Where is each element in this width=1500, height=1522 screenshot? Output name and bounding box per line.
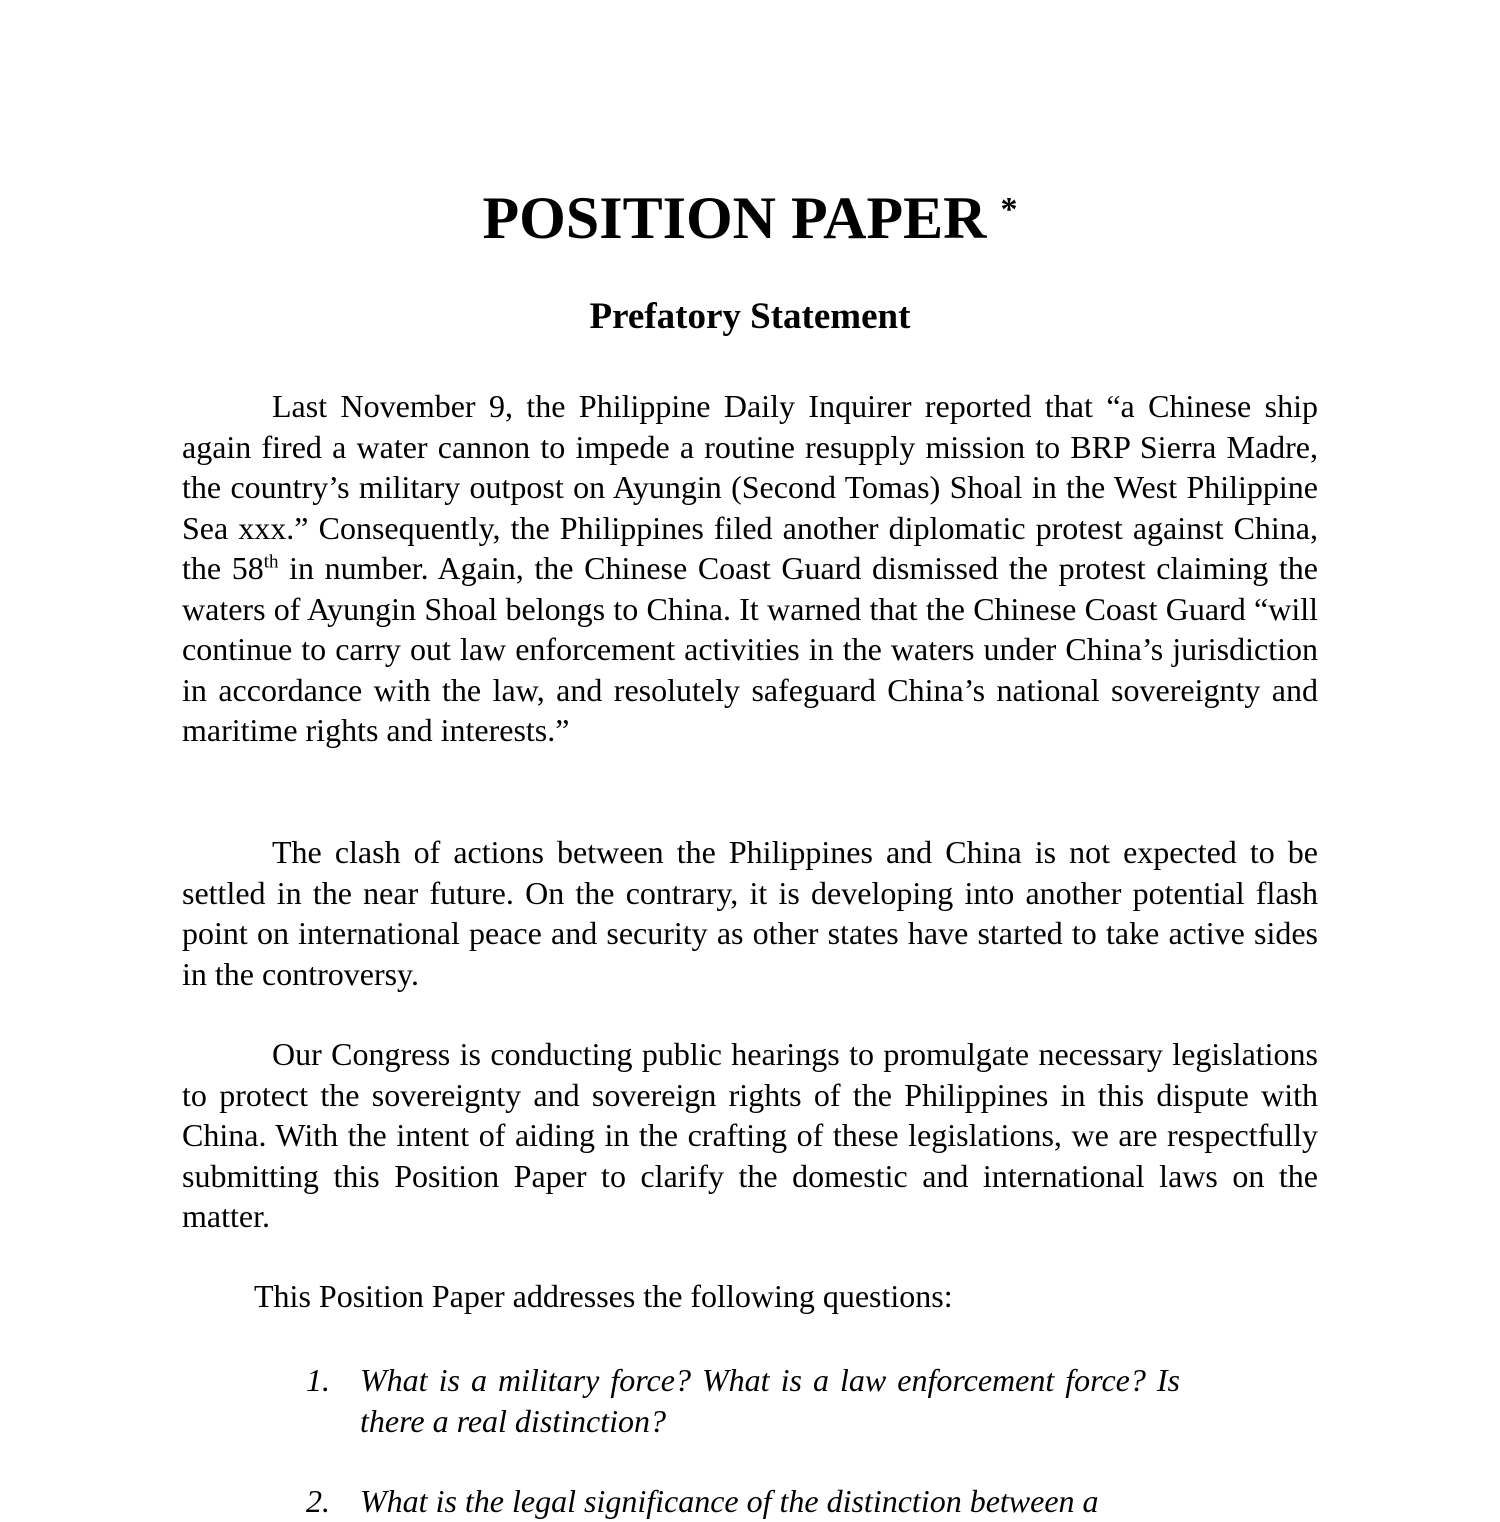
paragraph-text: in number. Again, the Chinese Coast Guard dismissed the protest claiming the waters of Ayungin Shoal belongs to China. It warned that the Chinese Coast Guard “will continue to carry out law enforcement activities in the waters under China’s jurisdiction in accordance with the law, and resolutely safeguard China’s national sovereignty and maritime rights and interests.” (182, 550, 1319, 748)
paragraph-3: Our Congress is conducting public hearings to promulgate necessary legislations to protect the sovereignty and sovereign rights of the Philippines in this dispute with China. With the intent of aiding in the crafting of these legislations, we are respectfully submitting this Position Paper to clarify the domestic and international laws on the matter. (182, 1036, 1318, 1234)
section-heading: Prefatory Statement (589, 296, 911, 337)
paragraph-text: Last November 9, the Philippine Daily Inquirer reported that “a Chinese ship again fired a water cannon to impede a routine resupply mission to BRP Sierra Madre, the country’s military outpost on Ayungin (Second Tomas) Shoal in the West Philippine Sea xxx.” Consequently, the Philippines filed another diplomatic protest against China, the 58 (182, 388, 1318, 586)
paragraph-1 (182, 386, 1318, 751)
ordinal-suffix: th (263, 551, 279, 573)
page-title (0, 180, 1500, 256)
question-text: What is the legal significance of the distinction between a (360, 1483, 1099, 1519)
title-text: POSITION PAPER (482, 185, 987, 251)
question-item (306, 1481, 1180, 1522)
question-number: 1. (306, 1362, 330, 1398)
questions-intro: This Position Paper addresses the following questions: (254, 1278, 953, 1314)
question-number: 2. (306, 1483, 330, 1519)
footnote-marker: * (1000, 191, 1018, 228)
paragraph-2: The clash of actions between the Philippines and China is not expected to be settled in the near future. On the contrary, it is developing into another potential flash point on international peace and security as other states have started to take active sides in the controversy. (182, 834, 1318, 992)
question-text: What is a military force? What is a law enforcement force? Is there a real distinction? (360, 1362, 1180, 1439)
question-item (306, 1360, 1180, 1441)
